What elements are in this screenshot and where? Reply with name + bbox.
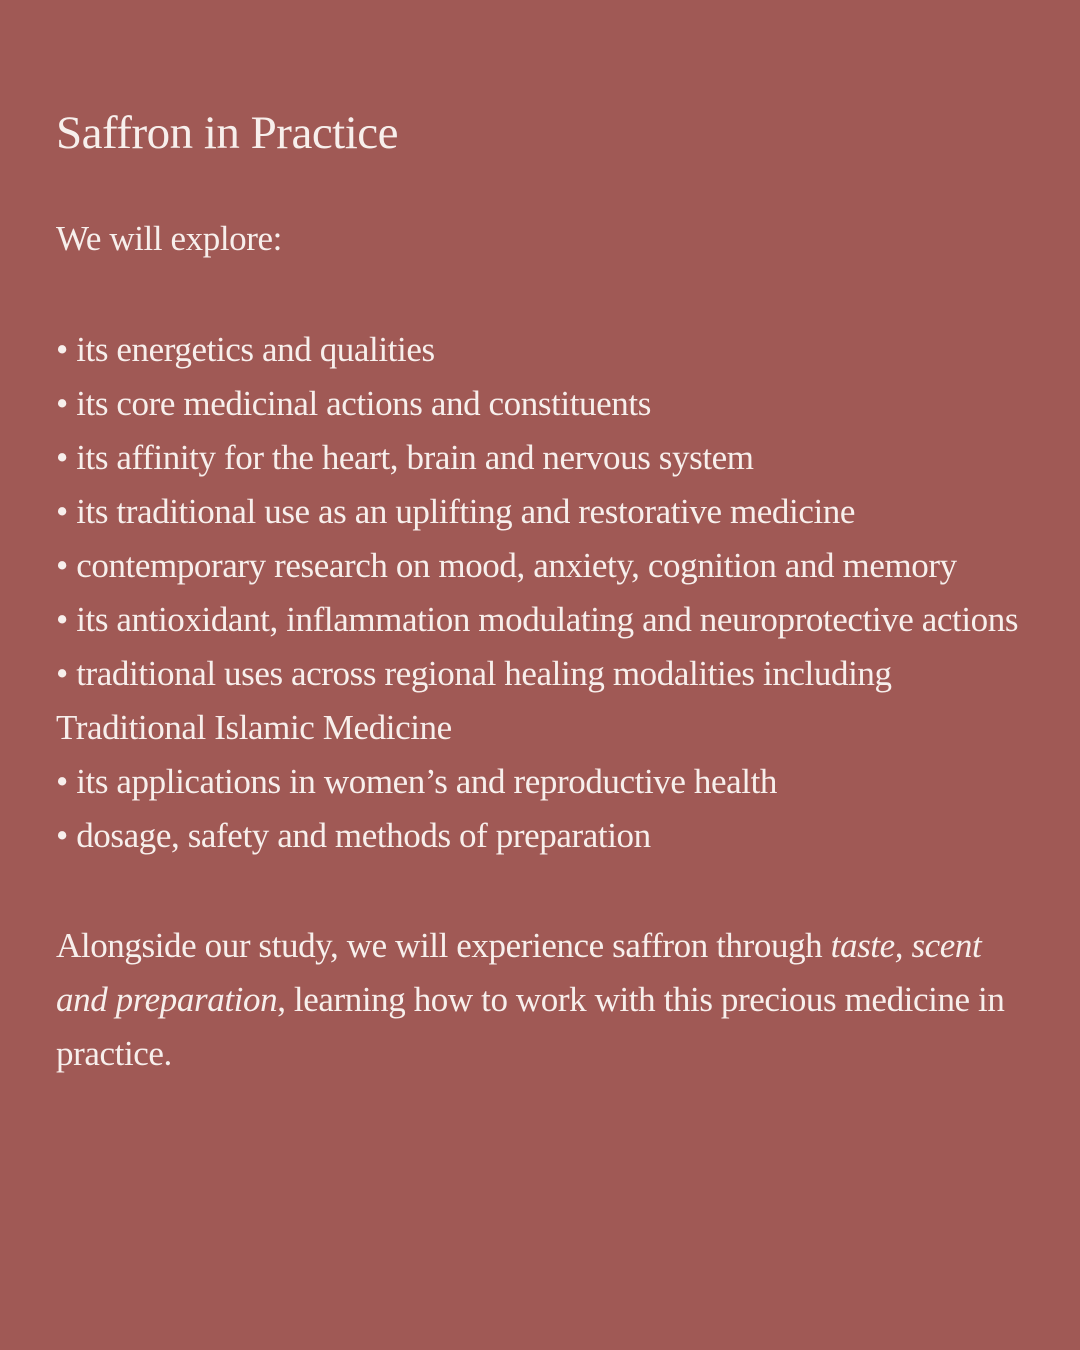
topic-item: • traditional uses across regional healing modalities including Traditional Islamic Medicine <box>56 654 892 747</box>
outro-tail: , learning how to work with this precious medicine in practice. <box>56 980 1005 1073</box>
intro-text: We will explore: <box>56 219 282 258</box>
topic-item: • contemporary research on mood, anxiety, cognition and memory <box>56 546 957 585</box>
outro-emphasis: taste, scent and preparation <box>56 926 982 1019</box>
topic-item: • its affinity for the heart, brain and nervous system <box>56 438 754 477</box>
topic-item: • its antioxidant, inflammation modulating and neuroprotective actions <box>56 600 1019 639</box>
topic-item: • its applications in women’s and reproductive health <box>56 762 778 801</box>
page-title: Saffron in Practice <box>56 107 399 159</box>
topic-item: • dosage, safety and methods of preparation <box>56 816 651 855</box>
topic-item: • its core medicinal actions and constituents <box>56 384 651 423</box>
topic-item: • its energetics and qualities <box>56 330 435 369</box>
outro-paragraph <box>56 919 1024 1081</box>
outro-lead: Alongside our study, we will experience saffron through <box>56 926 831 965</box>
topic-item: • its traditional use as an uplifting and restorative medicine <box>56 492 856 531</box>
topic-list <box>56 323 1024 863</box>
